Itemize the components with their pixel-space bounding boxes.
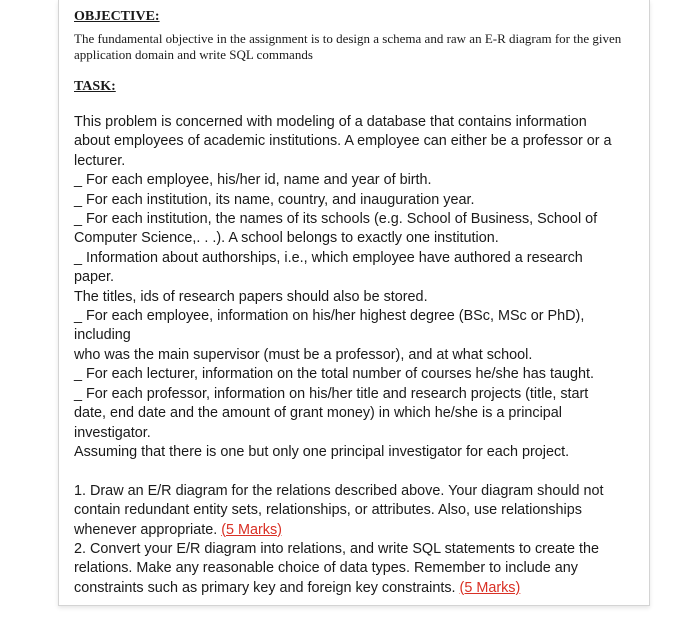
task-line: including [74,327,131,344]
objective-heading: OBJECTIVE: [74,9,160,24]
task-line: Assuming that there is one but only one principal investigator for each project. [74,443,570,460]
question-2-text: constraints such as primary key and foreign key constraints. [74,579,456,596]
task-line: _ For each employee, information on his/her highest degree (BSc, MSc or PhD), [74,308,585,325]
objective-text: The fundamental objective in the assignment is to design a schema and raw an E-R diagram for the given application domain and write SQL commands [74,31,622,62]
task-line: _ For each institution, the names of its schools (e.g. School of Business, School of [74,211,598,228]
task-line: _ For each employee, his/her id, name and year of birth. [74,172,432,189]
task-body [74,113,634,598]
task-line: The titles, ids of research papers should also be stored. [74,288,428,305]
question-2-line: 2. Convert your E/R diagram into relations, and write SQL statements to create the [74,540,599,557]
task-line: investigator. [74,424,151,441]
question-2-line [74,579,634,598]
task-line: This problem is concerned with modeling of a database that contains information [74,114,587,130]
question-1-text: whenever appropriate. [74,521,218,538]
task-line: _ For each institution, its name, country, and inauguration year. [74,191,475,208]
task-line: about employees of academic institutions. A employee can either be a professor or a [74,133,612,150]
task-line: _ Information about authorships, i.e., which employee have authored a research [74,249,583,266]
paragraph-gap [74,462,634,481]
question-1-line: contain redundant entity sets, relationships, or attributes. Also, use relationships [74,502,582,519]
task-line: Computer Science,. . .). A school belongs to exactly one institution. [74,230,499,247]
task-heading: TASK: [74,79,116,94]
task-line: paper. [74,269,115,286]
question-1-marks: (5 Marks) [221,521,282,538]
task-line: _ For each lecturer, information on the total number of courses he/she has taught. [74,366,594,383]
question-1-line: 1. Draw an E/R diagram for the relations described above. Your diagram should not [74,482,604,499]
task-line: who was the main supervisor (must be a professor), and at what school. [74,346,533,363]
task-line: lecturer. [74,152,126,169]
question-2-marks: (5 Marks) [459,579,521,596]
task-line: date, end date and the amount of grant money) in which he/she is a principal [74,405,562,422]
question-2-line: relations. Make any reasonable choice of data types. Remember to include any [74,560,578,577]
question-1-line [74,521,634,540]
task-line: _ For each professor, information on his/her title and research projects (title, start [74,385,589,402]
